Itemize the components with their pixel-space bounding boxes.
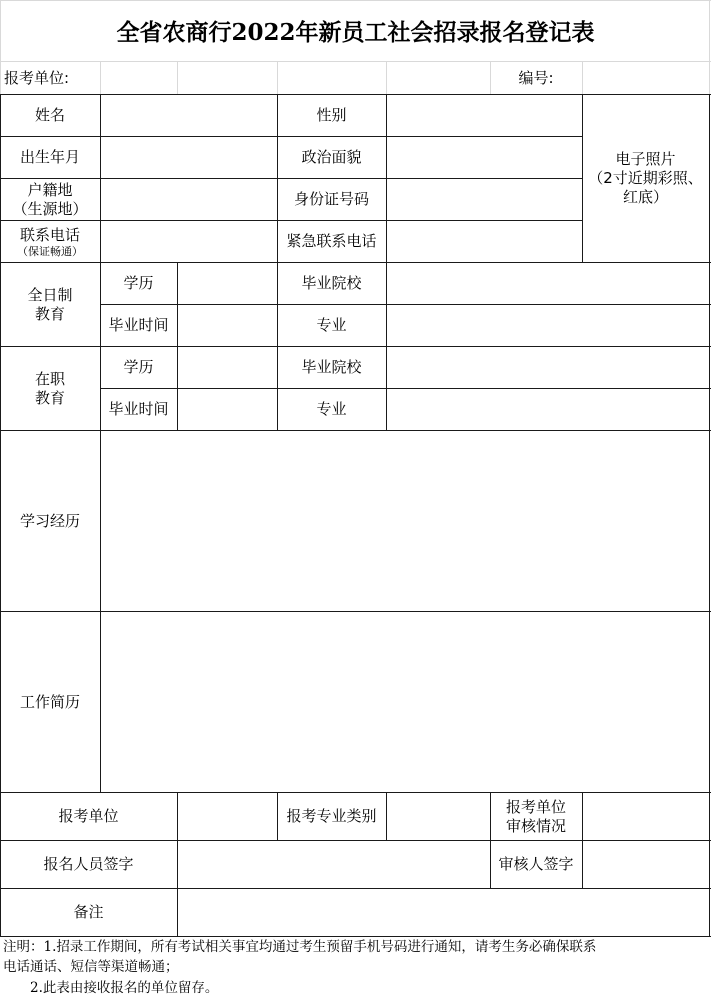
- inservice-school-label: 毕业院校: [301, 358, 362, 376]
- inservice-grad-time-label: 毕业时间: [108, 400, 169, 418]
- audit-label-line1: 报考单位: [505, 797, 566, 816]
- table-border: [100, 388, 711, 389]
- gridline: [0, 0, 711, 1]
- household-label-line2: （生源地）: [12, 199, 88, 218]
- audit-label-line2: 审核情况: [505, 816, 566, 835]
- note-line-1: 注明：1.招录工作期间，所有考试相关事宜均通过考生预留手机号码进行通知，请考生务必确保联系: [3, 939, 597, 955]
- table-border: [0, 611, 711, 612]
- apply-unit-label: 报考单位: [58, 807, 119, 825]
- photo-label-line1: 电子照片: [615, 150, 676, 168]
- table-border: [0, 430, 711, 431]
- table-border: [177, 262, 178, 430]
- applicant-sign-label: 报名人员签字: [43, 855, 134, 873]
- politics-label: 政治面貌: [301, 148, 362, 166]
- inservice-education-label: [0, 347, 100, 430]
- gridline: [177, 61, 178, 94]
- fulltime-grad-time-label: 毕业时间: [108, 316, 169, 334]
- gridline: [582, 61, 583, 94]
- table-border: [100, 94, 101, 792]
- fulltime-education-label: [0, 263, 100, 346]
- fulltime-label-line2: 教育: [34, 304, 65, 323]
- gridline: [277, 61, 278, 94]
- emergency-phone-label: 紧急联系电话: [286, 232, 377, 250]
- table-border: [386, 94, 387, 430]
- fulltime-label-line1: 全日制: [27, 285, 73, 304]
- table-border: [177, 792, 178, 936]
- phone-label-line2: （保证畅通）: [17, 244, 83, 258]
- remarks-label: 备注: [73, 903, 104, 921]
- id-number-label: 身份证号码: [293, 190, 369, 208]
- gridline: [0, 61, 711, 62]
- table-border: [386, 792, 387, 840]
- inservice-degree-label: 学历: [123, 358, 154, 376]
- household-label-line1: 户籍地: [27, 180, 73, 199]
- photo-label-line3: 红底）: [622, 188, 668, 206]
- phone-label: [0, 221, 100, 262]
- note-line-3: 2.此表由接收报名的单位留存。: [3, 980, 219, 996]
- table-border: [709, 94, 710, 936]
- apply-unit-header-label: 报考单位:: [4, 68, 70, 87]
- photo-box: [582, 95, 709, 262]
- audit-status-label: [490, 793, 582, 840]
- gridline: [386, 61, 387, 94]
- study-history-label: 学习经历: [19, 511, 80, 530]
- number-label: 编号:: [518, 68, 554, 87]
- photo-label-line2: （2寸近期彩照、: [588, 169, 703, 187]
- phone-label-line1: 联系电话: [19, 225, 80, 244]
- table-border: [582, 792, 583, 888]
- fulltime-school-label: 毕业院校: [301, 274, 362, 292]
- table-border: [100, 304, 711, 305]
- fulltime-major-label: 专业: [316, 316, 347, 334]
- form-title: 全省农商行2022年新员工社会招录报名登记表: [116, 18, 595, 46]
- note-line-2: 电话通话、短信等渠道畅通；: [3, 959, 179, 975]
- inservice-label-line2: 教育: [34, 388, 65, 407]
- fulltime-degree-label: 学历: [123, 274, 154, 292]
- gridline: [100, 61, 101, 94]
- name-label: 姓名: [34, 106, 65, 124]
- gender-label: 性别: [316, 106, 347, 124]
- apply-category-label: 报考专业类别: [286, 807, 377, 825]
- inservice-major-label: 专业: [316, 400, 347, 418]
- birth-label: 出生年月: [19, 148, 80, 166]
- inservice-label-line1: 在职: [34, 369, 65, 388]
- reviewer-sign-label: 审核人签字: [498, 855, 574, 873]
- work-history-label: 工作简历: [19, 692, 80, 711]
- household-label: [0, 179, 100, 220]
